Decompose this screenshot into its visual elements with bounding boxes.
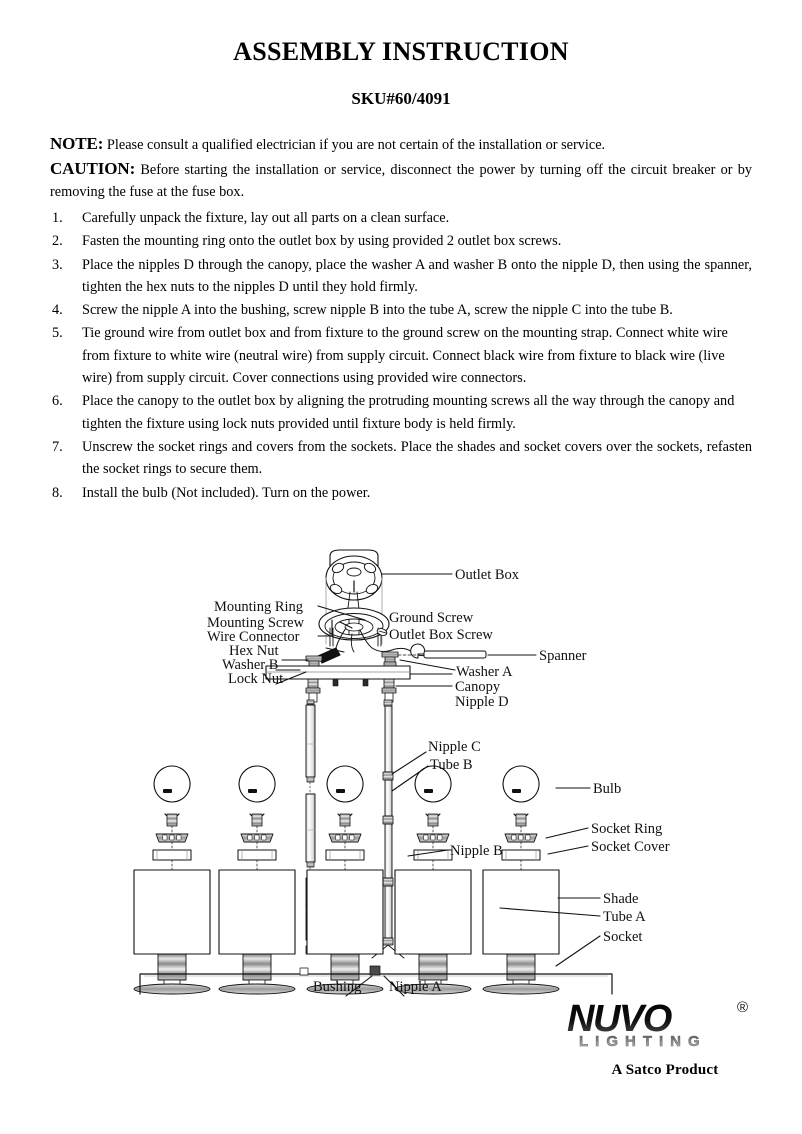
nipple-d-graphic — [306, 679, 396, 702]
label-washer-b: Washer B — [222, 657, 279, 673]
label-bulb: Bulb — [593, 781, 622, 797]
lamp-assembly — [134, 766, 210, 994]
step-item: Fasten the mounting ring onto the outlet box by using provided 2 outlet box screws. — [82, 233, 562, 250]
registered-mark: ® — [737, 999, 749, 1016]
step-item: Place the nipples D through the canopy, place the washer A and washer B onto the nipple D, then using the spanner, tighten the hex nuts to the nipples D until they hold firmly. — [82, 256, 752, 295]
step-item: Carefully unpack the fixture, lay out all parts on a clean surface. — [82, 209, 450, 226]
label-lock-nut: Lock Nut — [228, 671, 284, 687]
page-title: ASSEMBLY INSTRUCTION — [233, 37, 569, 66]
fasteners-graphic — [306, 652, 398, 666]
lamp-assembly — [307, 766, 383, 994]
label-wire-connector: Wire Connector — [207, 629, 300, 645]
sku-number: SKU#60/4091 — [351, 88, 451, 108]
caution-text: Before starting the installation or service, disconnect the power by turning off the circuit breaker or by removing the fuse at the fuse box. — [50, 162, 752, 201]
assembly-diagram — [0, 548, 802, 1000]
note-line — [50, 131, 752, 157]
steps-list — [50, 207, 752, 504]
label-mounting-screw: Mounting Screw — [207, 615, 305, 631]
note-text: Please consult a qualified electrician if you are not certain of the installation or service. — [106, 136, 606, 153]
lamp-assembly — [219, 766, 295, 994]
step-item: Place the canopy to the outlet box by aligning the protruding mounting screws all the way through the canopy and tighten the fixture using lock nuts provided until fixture body is held firmly. — [82, 393, 735, 432]
instruction-body — [50, 109, 752, 504]
assembly-diagram-svg — [0, 548, 802, 1000]
step-item: Tie ground wire from outlet box and from fixture to the ground screw on the mounting strap. Connect white wire from fixture to white wire (neutral wire) from supply circuit. Connect black wire from fixture to black wire (live wire) from supply circuit. Cover connections using provided wire connectors. — [82, 325, 728, 387]
lighting-wordmark: LIGHTING — [579, 1033, 707, 1050]
label-nipple-c: Nipple C — [428, 739, 481, 755]
note-keyword: NOTE: — [50, 133, 104, 153]
nuvo-wordmark: NUVO — [567, 998, 671, 1040]
label-mounting-ring: Mounting Ring — [214, 599, 304, 615]
lamp-assembly — [395, 766, 471, 994]
label-nipple-b: Nipple B — [450, 843, 503, 859]
canopy-graphic — [266, 666, 410, 679]
satco-tagline: A Satco Product — [611, 1062, 719, 1078]
label-spanner: Spanner — [539, 648, 587, 664]
label-outlet-box: Outlet Box — [455, 567, 520, 583]
label-tube-b: Tube B — [430, 757, 473, 773]
label-canopy: Canopy — [455, 679, 501, 695]
step-item: Install the bulb (Not included). Turn on the power. — [82, 484, 371, 501]
label-socket: Socket — [603, 929, 643, 945]
label-nipple-d: Nipple D — [455, 694, 509, 710]
nuvo-logo-icon — [565, 998, 765, 1056]
label-socket-ring: Socket Ring — [591, 821, 663, 837]
label-washer-a: Washer A — [456, 664, 513, 680]
label-bushing: Bushing — [313, 979, 362, 995]
step-item: Screw the nipple A into the bushing, screw nipple B into the tube A, screw the nipple C into the tube B. — [82, 302, 673, 319]
brand-logo — [550, 998, 780, 1079]
label-outlet-box-screw: Outlet Box Screw — [389, 627, 493, 643]
label-ground-screw: Ground Screw — [389, 610, 474, 626]
caution-line — [50, 156, 752, 204]
label-hex-nut: Hex Nut — [229, 643, 279, 659]
step-item: Unscrew the socket rings and covers from the sockets. Place the shades and socket covers over the sockets, refasten the socket rings to secure them. — [82, 438, 752, 478]
label-nipple-a: Nipple A — [389, 979, 442, 995]
label-shade: Shade — [603, 891, 639, 907]
spanner-graphic — [398, 644, 486, 658]
caution-keyword: CAUTION: — [50, 159, 136, 179]
label-tube-a: Tube A — [603, 909, 646, 925]
mounting-ring-graphic — [319, 608, 389, 646]
lamp-assembly — [483, 766, 559, 994]
label-socket-cover: Socket Cover — [591, 839, 670, 855]
